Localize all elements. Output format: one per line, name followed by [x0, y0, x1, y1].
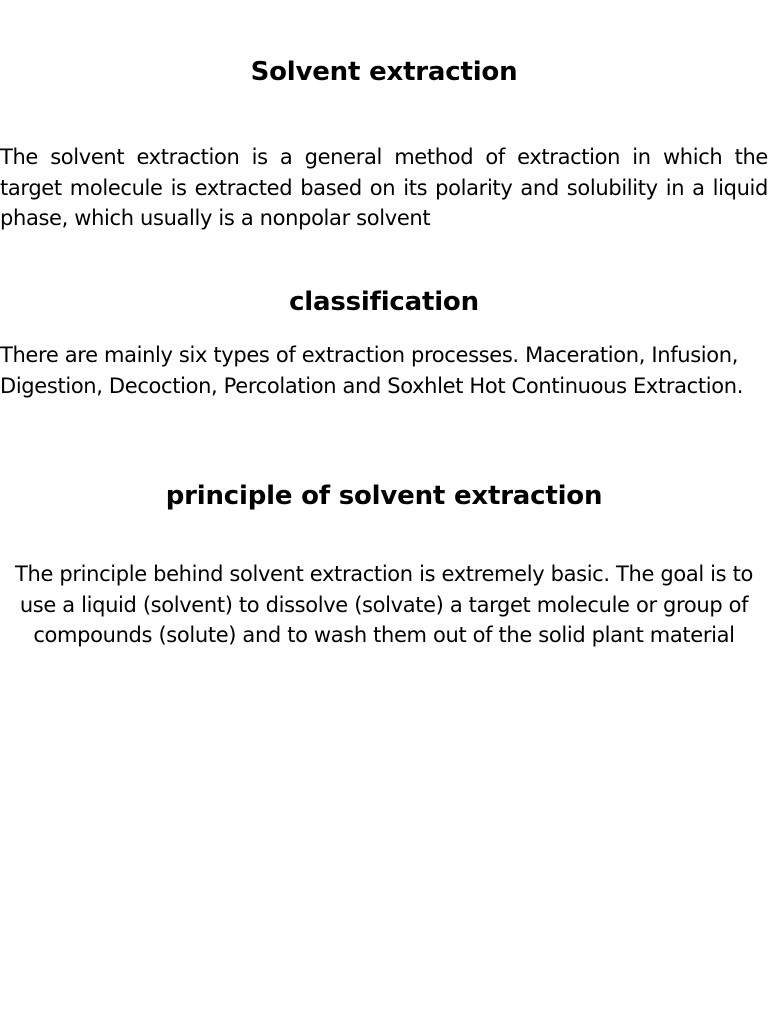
- section-title-classification: classification: [289, 287, 479, 317]
- paragraph-solvent-extraction-definition: The solvent extraction is a general method of extraction in which the target molecule is extracted based on its polarity and solubility in a liquid phase, which usually is a nonpolar solvent: [0, 145, 768, 230]
- paragraph-classification: There are mainly six types of extraction processes. Maceration, Infusion, Digestion, Decoction, Percolation and Soxhlet Hot Continuous Extraction.: [0, 343, 744, 398]
- paragraph-principle: The principle behind solvent extraction is extremely basic. The goal is to use a liquid (solvent) to dissolve (solvate) a target molecule or group of compounds (solute) and to wash them out of the solid plant material: [15, 562, 753, 647]
- section-title-principle: principle of solvent extraction: [165, 481, 603, 511]
- section-title-solvent-extraction: Solvent extraction: [250, 57, 518, 87]
